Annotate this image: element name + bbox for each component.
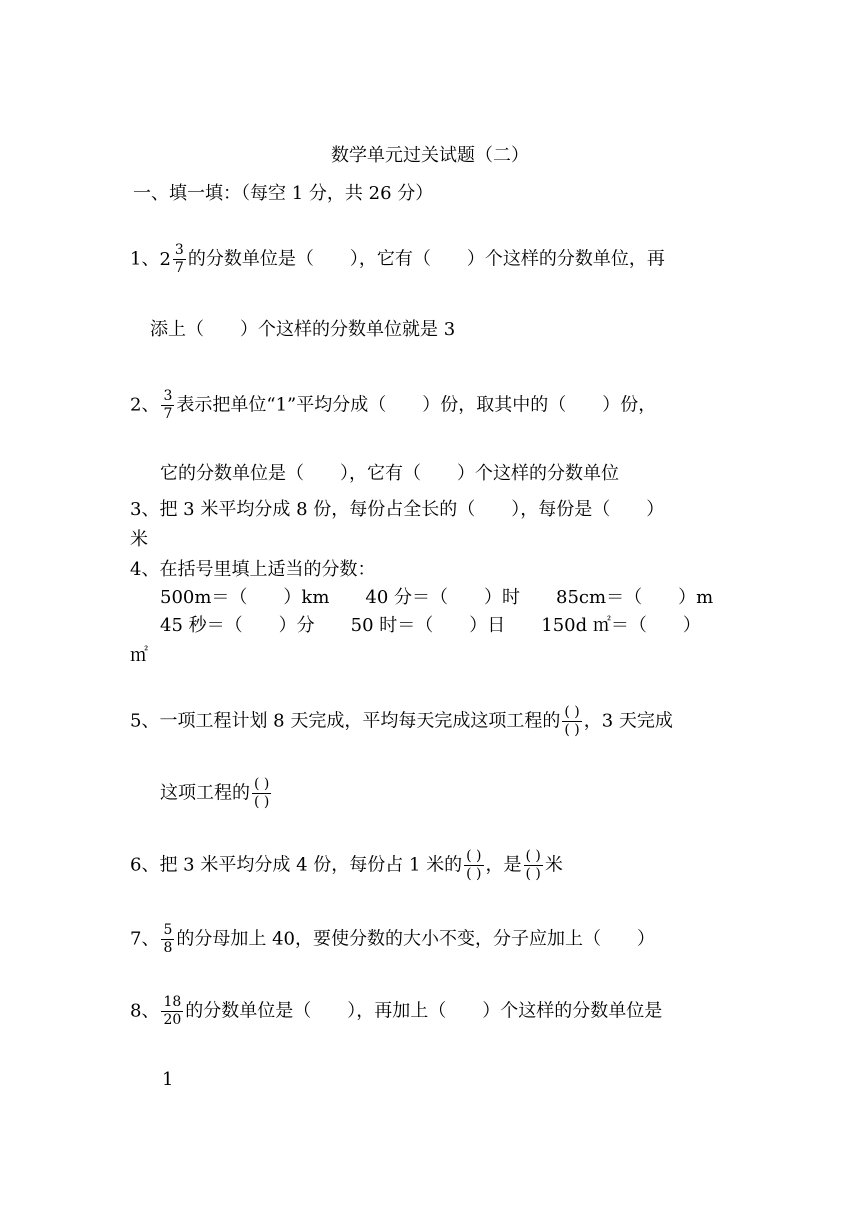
fraction-numerator: 3 bbox=[174, 242, 184, 258]
question-1-line-1 bbox=[130, 242, 665, 277]
question-5-text-after: ，3 天完成 bbox=[583, 710, 673, 732]
blank-denominator: ( ) bbox=[466, 866, 482, 882]
question-2-line-2: 它的分数单位是（ ），它有（ ）个这样的分数单位 bbox=[160, 463, 619, 484]
fraction-3-7 bbox=[173, 242, 186, 277]
blank-fraction bbox=[524, 848, 543, 883]
question-6-line-1 bbox=[130, 848, 563, 883]
question-5-text: 5、一项工程计划 8 天完成，平均每天完成这项工程的 bbox=[130, 710, 561, 732]
question-4-line-4: ㎡ bbox=[130, 645, 148, 666]
question-7-text: 的分母加上 40，要使分数的大小不变，分子应加上（ ） bbox=[176, 928, 655, 950]
question-2-line-1 bbox=[130, 388, 656, 423]
question-4-line-3: 45 秒＝（ ）分 50 时＝（ ）日 150d ㎡＝（ ） bbox=[160, 615, 701, 636]
blank-denominator: ( ) bbox=[254, 794, 270, 810]
blank-denominator: ( ) bbox=[564, 722, 580, 738]
page-number: 1 bbox=[162, 1069, 174, 1090]
question-5-text-2: 这项工程的 bbox=[160, 782, 250, 804]
fraction-denominator: 7 bbox=[163, 406, 173, 422]
fraction-denominator: 20 bbox=[163, 1012, 182, 1028]
mixed-number-whole: 2 bbox=[159, 248, 171, 270]
question-5-line-1 bbox=[130, 704, 673, 739]
question-3-line-2: 米 bbox=[130, 529, 148, 550]
blank-numerator: ( ) bbox=[525, 848, 541, 864]
question-1-text: 的分数单位是（ ），它有（ ）个这样的分数单位，再 bbox=[187, 248, 665, 270]
question-4-line-1: 4、在括号里填上适当的分数： bbox=[130, 559, 376, 580]
question-3-line-1: 3、把 3 米平均分成 8 份，每份占全长的（ ），每份是（ ） bbox=[130, 499, 665, 520]
fraction-numerator: 18 bbox=[163, 994, 182, 1010]
question-8-text: 的分数单位是（ ），再加上（ ）个这样的分数单位是 bbox=[185, 1000, 663, 1022]
section-heading: 一、填一填：（每空 1 分，共 26 分） bbox=[133, 183, 434, 204]
question-5-line-2 bbox=[160, 776, 273, 811]
question-2-text: 表示把单位“1”平均分成（ ）份，取其中的（ ）份， bbox=[176, 394, 657, 416]
question-6-text: 6、把 3 米平均分成 4 份，每份占 1 米的 bbox=[130, 854, 463, 876]
fraction-numerator: 5 bbox=[163, 922, 173, 938]
blank-numerator: ( ) bbox=[466, 848, 482, 864]
page-title: 数学单元过关试题（二） bbox=[331, 145, 529, 166]
fraction-18-20 bbox=[161, 994, 183, 1029]
question-6-text-end: 米 bbox=[544, 854, 563, 876]
fraction-numerator: 3 bbox=[163, 388, 173, 404]
question-1-line-2: 添上（ ）个这样的分数单位就是 3 bbox=[150, 319, 456, 340]
blank-denominator: ( ) bbox=[525, 866, 541, 882]
question-8-number: 8、 bbox=[130, 1000, 160, 1022]
blank-fraction bbox=[252, 776, 271, 811]
question-4-line-2: 500m＝（ ）km 40 分＝（ ）时 85cm＝（ ）m bbox=[160, 587, 714, 608]
fraction-denominator: 7 bbox=[174, 260, 184, 276]
fraction-5-8 bbox=[161, 922, 174, 957]
blank-numerator: ( ) bbox=[564, 704, 580, 720]
blank-fraction bbox=[464, 848, 483, 883]
blank-fraction bbox=[562, 704, 581, 739]
fraction-denominator: 8 bbox=[163, 940, 173, 956]
question-7-number: 7、 bbox=[130, 928, 160, 950]
fraction-3-7 bbox=[161, 388, 174, 423]
blank-numerator: ( ) bbox=[254, 776, 270, 792]
question-8-line-1 bbox=[130, 994, 662, 1029]
question-2-number: 2、 bbox=[130, 394, 160, 416]
question-6-text-mid: ，是 bbox=[485, 854, 522, 876]
question-7-line-1 bbox=[130, 922, 655, 957]
question-1-number: 1、 bbox=[130, 248, 160, 270]
